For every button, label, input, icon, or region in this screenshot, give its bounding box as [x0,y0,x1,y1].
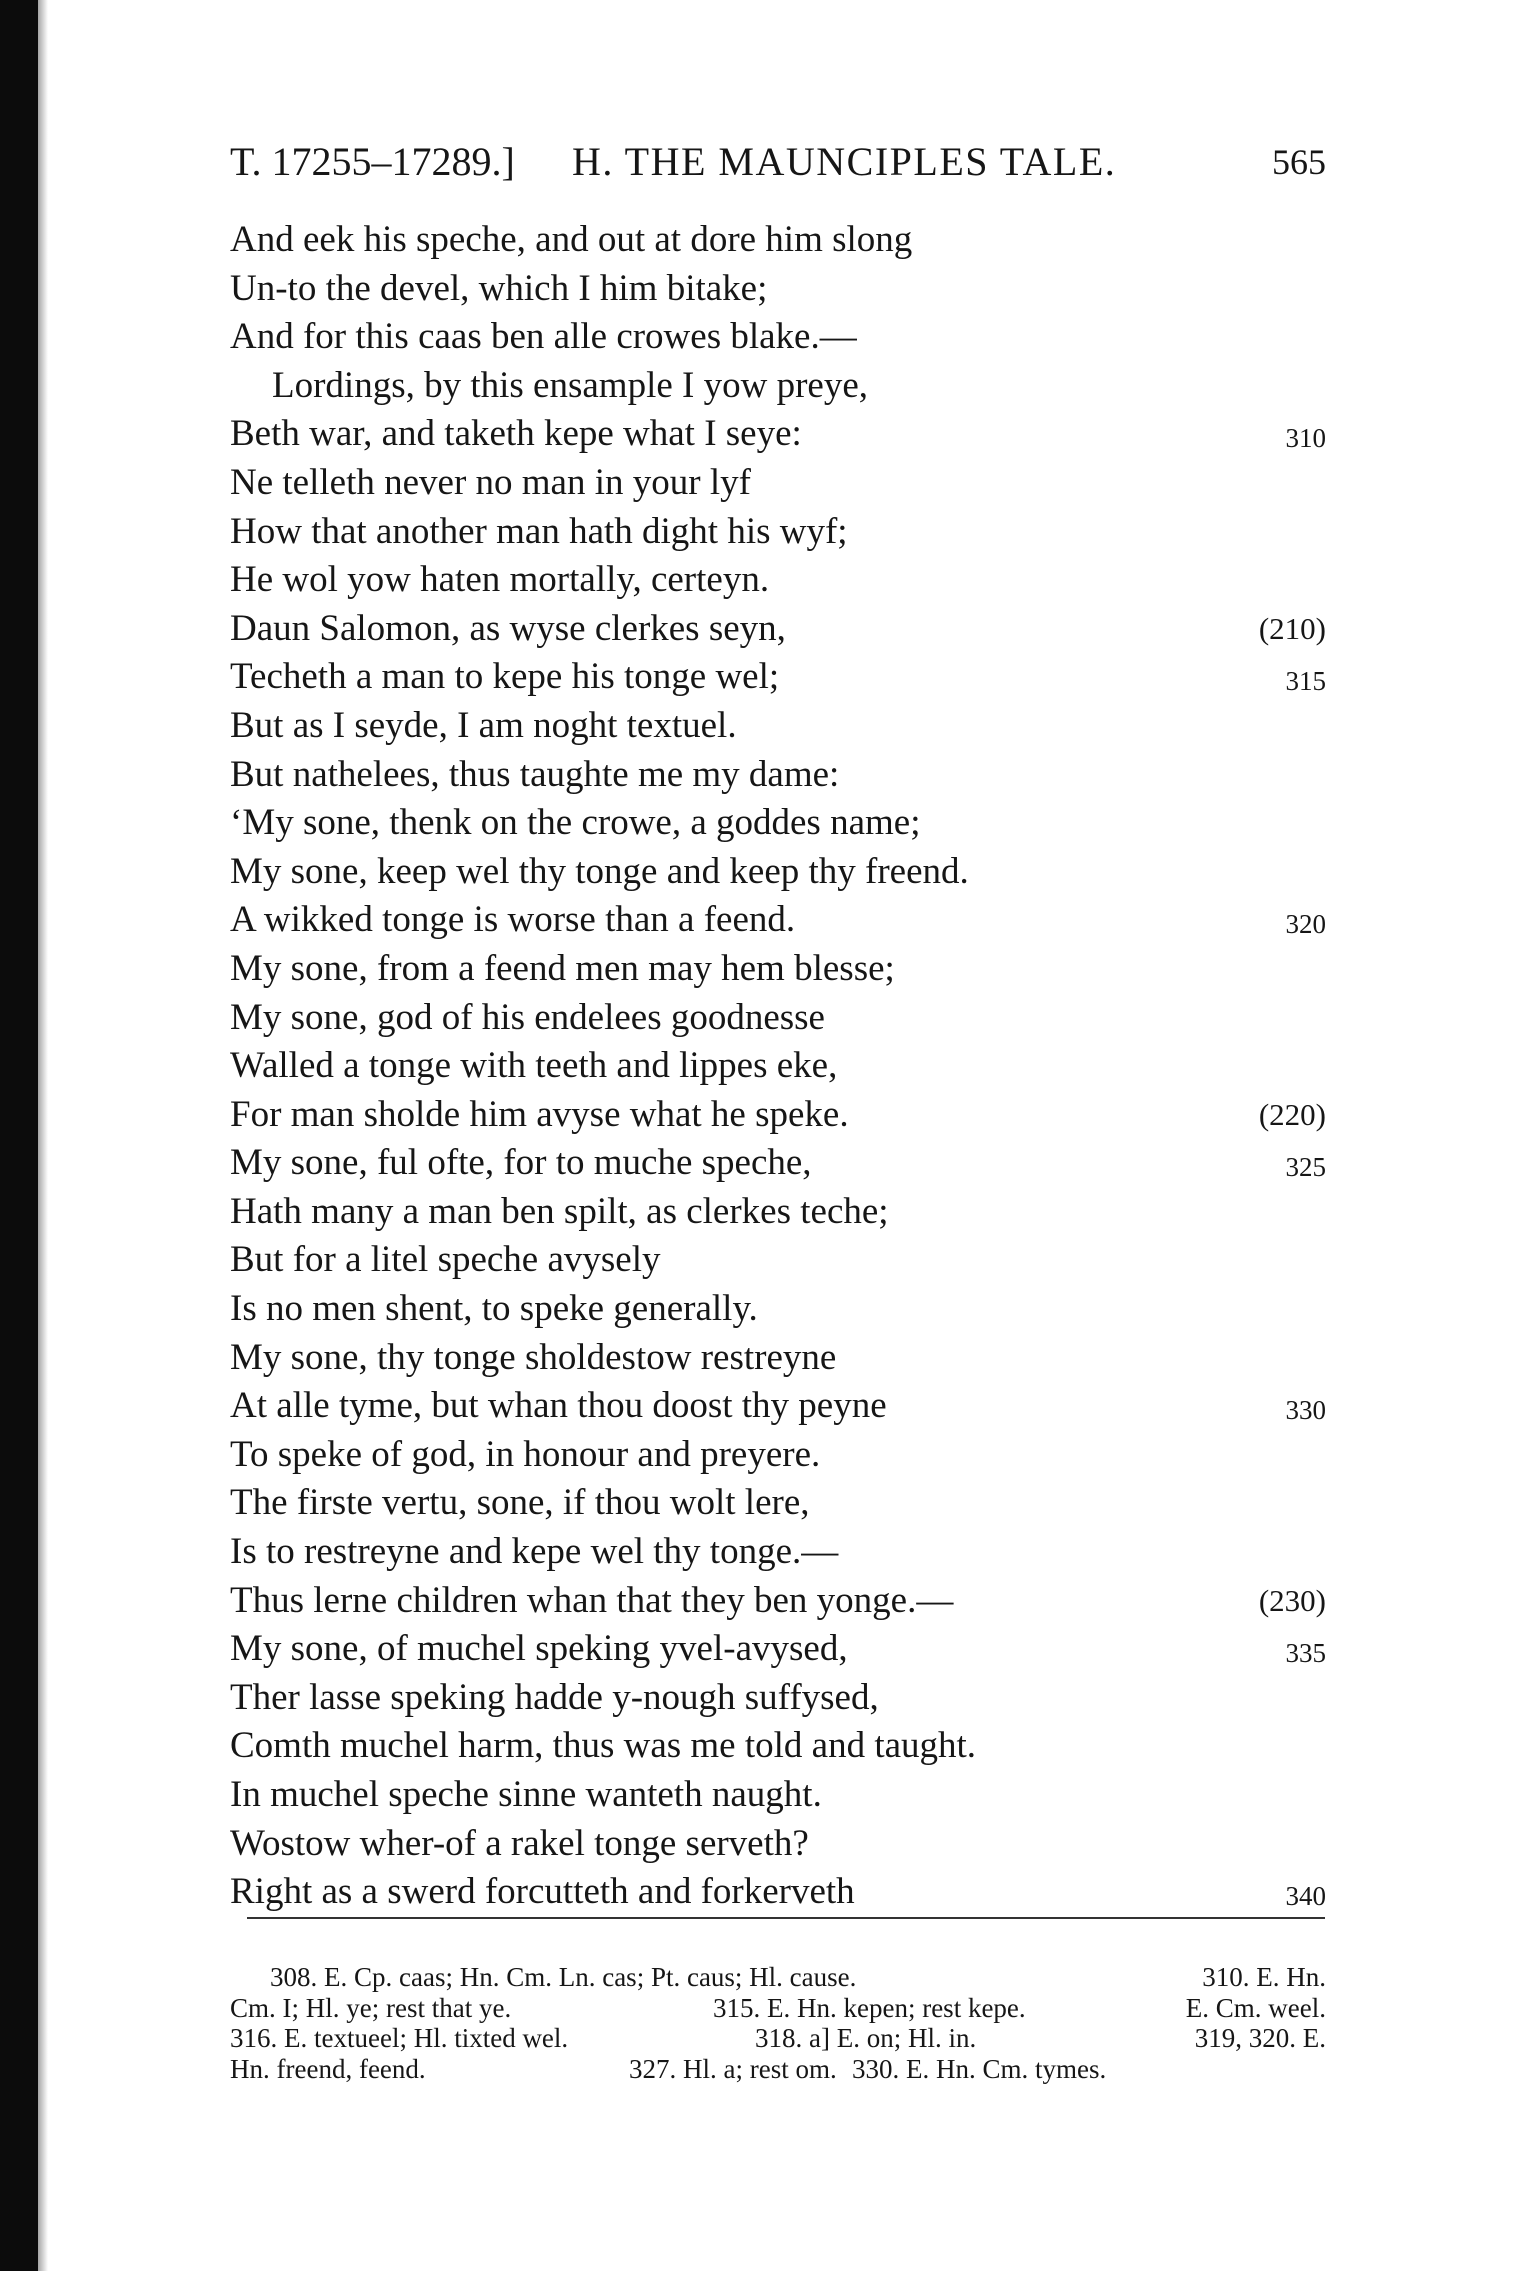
scan-edge-shadow [38,0,48,2271]
poem-line [230,945,1326,994]
line-number: 335 [1285,1638,1326,1669]
footnote-entry: 308. E. Cp. caas; Hn. Cm. Ln. cas; Pt. caus; Hl. cause. [270,1962,857,1992]
poem-line-text: My sone, keep wel thy tonge and keep thy freend. [230,850,969,892]
poem-line-text: Comth muchel harm, thus was me told and taught. [230,1725,977,1767]
alt-line-number: (220) [1258,1096,1326,1132]
poem-line [230,1722,1326,1771]
poem-line [230,362,1326,411]
running-header [230,132,1326,192]
poem-line [230,1139,1326,1188]
poem-line [230,994,1326,1043]
footnote-line [230,2054,1326,2085]
footnote-entry: E. Cm. weel. [1185,1992,1326,2023]
poem-line [230,459,1326,508]
poem-line-text: Walled a tonge with teeth and lippes eke, [230,1045,838,1087]
poem-line [230,799,1326,848]
poem-line-text: My sone, ful ofte, for to muche speche, [230,1142,812,1184]
poem-line-text: Un-to the devel, which I him bitake; [230,267,768,309]
poem-line [230,1285,1326,1334]
poem-line [230,1236,1326,1285]
poem-line [230,653,1326,702]
poem-line [230,1577,1326,1626]
poem-line [230,508,1326,557]
poem-line-text: But nathelees, thus taughte me my dame: [230,753,840,795]
poem-line-text: Lordings, by this ensample I yow preye, [272,364,868,406]
poem-line-text: Thus lerne children whan that they ben yonge.— [230,1579,954,1621]
footnote-line [230,1993,1326,2024]
poem-line [230,702,1326,751]
footnote-entry: 316. E. textueel; Hl. tixted wel. [230,2023,569,2053]
line-number: 330 [1285,1395,1326,1426]
poem-line-text: Ther lasse speking hadde y-nough suffysed, [230,1676,879,1718]
poem-line-text: My sone, thy tonge sholdestow restreyne [230,1336,837,1378]
poem-line [230,1382,1326,1431]
footnote-entry: 318. a] E. on; Hl. in. [755,2023,977,2053]
poem-line [230,1820,1326,1869]
poem-line-text: And for this caas ben alle crowes blake.— [230,316,857,358]
poem-line-text: At alle tyme, but whan thou doost thy peyne [230,1385,887,1427]
alt-line-number: (210) [1258,610,1326,646]
poem-line [230,1479,1326,1528]
poem-line [230,1042,1326,1091]
poem-line-text: To speke of god, in honour and preyere. [230,1433,821,1475]
poem-line [230,605,1326,654]
poem-line [230,556,1326,605]
poem-line-text: Techeth a man to kepe his tonge wel; [230,656,780,698]
poem-line [230,1868,1326,1917]
poem-line [230,1091,1326,1140]
poem-line-text: Daun Salomon, as wyse clerkes seyn, [230,607,786,649]
header-title: H. THE MAUNCIPLES TALE. [572,139,1117,184]
poem-line [230,410,1326,459]
poem-line-text: Is to restreyne and kepe wel thy tonge.— [230,1531,839,1573]
scan-edge [0,0,38,2271]
footnote-entry: 327. Hl. a; rest om. [629,2053,837,2084]
poem-line [230,1625,1326,1674]
footnote-rule [247,1917,1325,1919]
poem-line [230,265,1326,314]
poem-line-text: But as I seyde, I am noght textuel. [230,704,737,746]
poem-line-text: ‘My sone, thenk on the crowe, a goddes name; [230,802,921,844]
poem-text [230,216,1326,1917]
poem-line [230,896,1326,945]
poem-line [230,216,1326,265]
line-number: 315 [1285,666,1326,697]
poem-line-text: In muchel speche sinne wanteth naught. [230,1774,822,1815]
poem-line-text: The firste vertu, sone, if thou wolt lere, [230,1482,810,1524]
line-number: 340 [1285,1881,1326,1912]
page-number: 565 [1272,142,1326,182]
line-number: 310 [1285,423,1326,454]
footnote-entry: 310. E. Hn. [1202,1962,1326,1992]
poem-line [230,1528,1326,1577]
footnotes [230,1962,1326,2084]
line-number: 320 [1285,909,1326,940]
poem-line-text: And eek his speche, and out at dore him slong [230,219,913,260]
poem-line-text: He wol yow haten mortally, certeyn. [230,559,770,601]
poem-line [230,1771,1326,1820]
footnote-entry: Cm. I; Hl. ye; rest that ye. [230,1992,512,2023]
poem-line-text: Beth war, and taketh kepe what I seye: [230,413,802,455]
footnote-line [230,2023,1326,2054]
poem-line [230,1188,1326,1237]
footnote-entry: 330. E. Hn. Cm. tymes. [852,2053,1107,2084]
header-line-range: T. 17255–17289.] [230,139,515,184]
poem-line-text: Right as a swerd forcutteth and forkerveth [230,1871,855,1913]
line-number: 325 [1285,1152,1326,1183]
footnote-entry: 315. E. Hn. kepen; rest kepe. [713,1992,1026,2023]
poem-line-text: Hath many a man ben spilt, as clerkes teche; [230,1190,889,1232]
poem-line-text: Wostow wher-of a rakel tonge serveth? [230,1822,809,1864]
footnote-line [230,1962,1326,1993]
footnote-entry: Hn. freend, feend. [230,2053,426,2084]
footnote-entry: 319, 320. E. [1194,2023,1326,2053]
poem-line-text: How that another man hath dight his wyf; [230,510,848,552]
poem-line-text: My sone, from a feend men may hem blesse; [230,947,895,989]
alt-line-number: (230) [1258,1582,1326,1618]
poem-line [230,313,1326,362]
poem-line-text: For man sholde him avyse what he speke. [230,1093,849,1135]
poem-line-text: Ne telleth never no man in your lyf [230,461,751,503]
poem-line-text: Is no men shent, to speke generally. [230,1288,758,1330]
poem-line [230,751,1326,800]
poem-line [230,848,1326,897]
poem-line-text: A wikked tonge is worse than a feend. [230,899,796,941]
poem-line [230,1334,1326,1383]
poem-line [230,1674,1326,1723]
poem-line-text: But for a litel speche avysely [230,1239,661,1281]
poem-line [230,1431,1326,1480]
poem-line-text: My sone, of muchel speking yvel-avysed, [230,1628,848,1670]
poem-line-text: My sone, god of his endelees goodnesse [230,996,825,1038]
